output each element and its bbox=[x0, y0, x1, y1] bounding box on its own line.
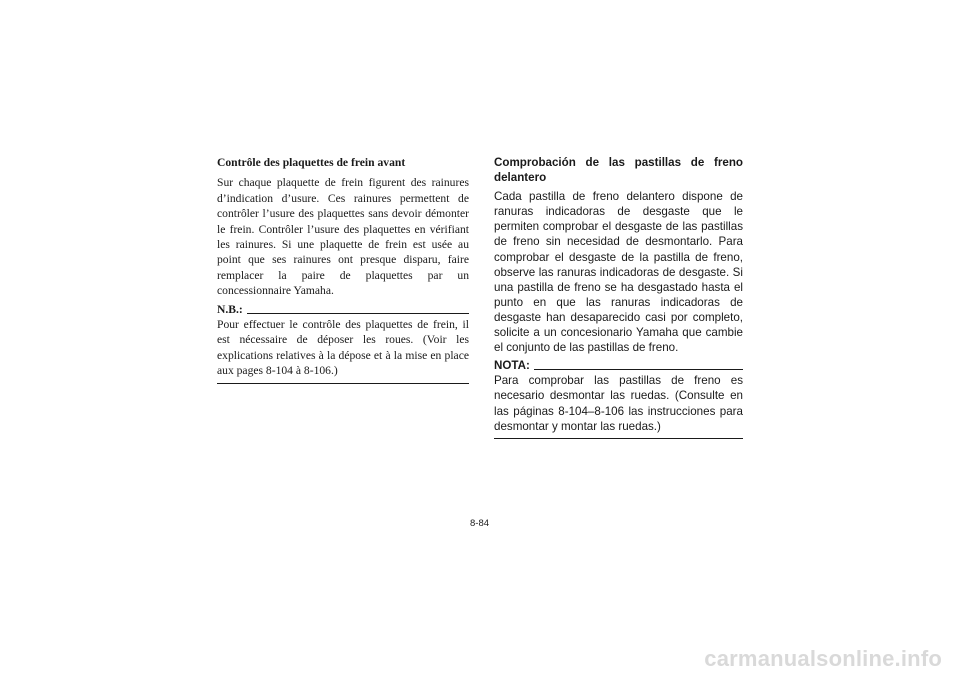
french-heading: Contrôle des plaquettes de frein avant bbox=[217, 156, 406, 169]
note-rule bbox=[534, 369, 743, 370]
french-body: Sur chaque plaquette de frein figurent des rainures d’indication d’usure. Ces rainures permettent de contrôler l’usure des plaquettes sans devoir démonter le frein. Contrôler l’usure des plaquettes en vérifiant les rainures. Si une plaquette de frein est usée au point que ses rainures ont presque disparu, faire remplacer la paire de plaquettes par un concessionnaire Yamaha. bbox=[217, 176, 469, 298]
spanish-heading: Comprobación de las pastillas de freno delantero bbox=[494, 156, 743, 185]
french-note-header bbox=[217, 302, 469, 317]
french-note-text: Pour effectuer le contrôle des plaquettes de frein, il est nécessaire de déposer les roues. (Voir les explications relatives à la dépose et à la mise en place aux pages 8-104 à 8-106.) bbox=[217, 318, 469, 378]
french-note-label: N.B.: bbox=[217, 302, 243, 316]
note-rule bbox=[247, 313, 469, 314]
spanish-note bbox=[494, 358, 743, 438]
note-end-rule bbox=[494, 438, 743, 439]
note-end-rule bbox=[217, 383, 469, 384]
spanish-column bbox=[494, 155, 743, 439]
french-note bbox=[217, 302, 469, 384]
spanish-note-label: NOTA: bbox=[494, 359, 530, 373]
spanish-note-header bbox=[494, 358, 743, 373]
spanish-body: Cada pastilla de freno delantero dispone de ranuras indicadoras de desgaste que le permiten comprobar el desgaste de las pastillas de freno sin necesidad de desmontarlo. Para comprobar el desgaste de la pastilla de freno, observe las ranuras indicadoras de desgaste. Si una pastilla de freno se ha desgastado hasta el punto en que las ranuras indicadoras de desgaste han desaparecido casi por completo, solicite a un concesionario Yamaha que cambie el conjunto de las pastillas de freno. bbox=[494, 190, 743, 355]
page-number: 8-84 bbox=[470, 518, 490, 529]
french-column bbox=[217, 155, 469, 384]
watermark[interactable]: carmanualsonline.info bbox=[704, 646, 942, 671]
spanish-note-text: Para comprobar las pastillas de freno es necesario desmontar las ruedas. (Consulte en las páginas 8-104–8-106 las instrucciones para desmontar y montar las ruedas.) bbox=[494, 374, 743, 433]
